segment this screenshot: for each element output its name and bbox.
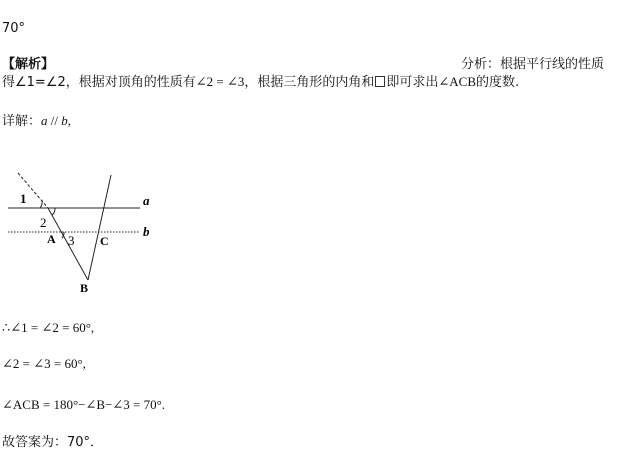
missing-glyph-box (375, 76, 385, 87)
point-c-label: C (100, 234, 109, 248)
angle-1-label: 1 (20, 191, 27, 206)
step-2: ∠2 = ∠3 = 60°, (2, 356, 86, 371)
math-angle-acb: ∠ACB (438, 74, 477, 89)
answer-value: 70° (2, 21, 26, 36)
step-3: ∠ACB = 180°−∠B−∠3 = 70°. (2, 397, 166, 412)
line-b-symbol: b (61, 113, 68, 128)
angle-1-arc (40, 200, 42, 208)
geometry-figure (0, 165, 170, 295)
detail-line (2, 112, 71, 131)
angle-2-arc (52, 208, 55, 215)
analysis-text-part-1: 得∠1=∠2，根据对顶角的性质有 (2, 75, 196, 90)
analysis-text-part-3: 即可求出 (386, 75, 439, 90)
line-b-label: b (143, 224, 150, 239)
angle-2-label: 2 (40, 215, 47, 230)
analysis-text-part-2: ，根据三角形的内角和 (244, 75, 375, 90)
line-a-symbol: a (41, 113, 48, 128)
detail-label: 详解： (2, 114, 42, 129)
step-1: ∴∠1 = ∠2 = 60°, (2, 320, 95, 335)
analysis-text-part-4: 的度数. (476, 75, 520, 90)
point-b-label: B (80, 281, 89, 295)
analysis-title: 【解析】 (2, 57, 55, 72)
angle-3-label: 3 (68, 233, 75, 248)
transversal-cb (88, 175, 111, 280)
math-angle-equality: ∠2 = ∠3 (195, 74, 245, 89)
line-a-label: a (143, 193, 150, 208)
analysis-text (2, 73, 519, 92)
final-answer: 故答案为：70°． (2, 435, 104, 450)
analysis-label: 分析：根据平行线的性质 (461, 57, 605, 72)
detail-comma: , (67, 113, 71, 128)
parallel-symbol: // (47, 113, 62, 128)
point-a-label: A (47, 232, 56, 246)
